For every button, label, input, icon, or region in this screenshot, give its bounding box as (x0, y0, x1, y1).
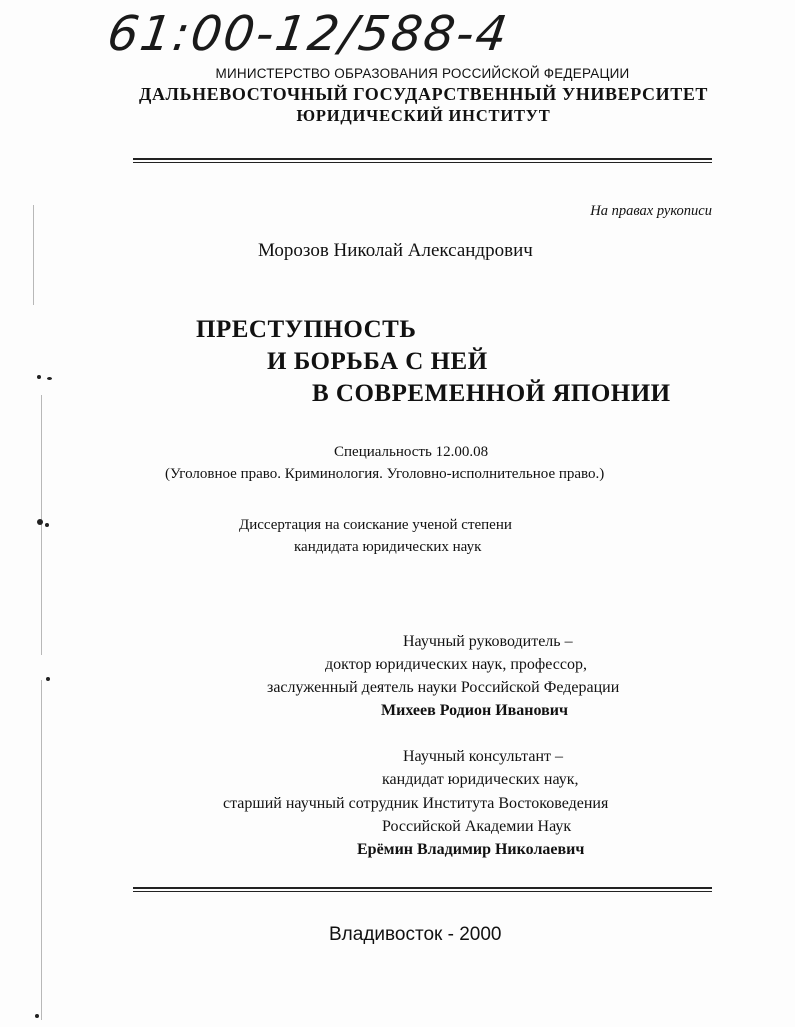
title-line-2: И БОРЬБА С НЕЙ (267, 348, 488, 375)
handwritten-archive-code: 61:00-12/588-4 (104, 6, 513, 62)
supervisor-role: Научный руководитель – (403, 633, 573, 650)
scan-speck (45, 523, 49, 527)
scan-margin-line (41, 395, 42, 655)
dissertation-line-1: Диссертация на соискание ученой степени (239, 517, 512, 533)
scan-margin-line (41, 680, 42, 1020)
specialty-description: (Уголовное право. Криминология. Уголовно-исполнительное право.) (165, 466, 605, 482)
supervisor-honor: заслуженный деятель науки Российской Федерации (267, 679, 620, 696)
consultant-organization: Российской Академии Наук (382, 818, 572, 835)
title-line-1: ПРЕСТУПНОСТЬ (196, 316, 417, 343)
scan-speck (47, 377, 52, 380)
scan-speck (37, 519, 43, 525)
university-heading: ДАЛЬНЕВОСТОЧНЫЙ ГОСУДАРСТВЕННЫЙ УНИВЕРСИТЕТ (138, 84, 709, 104)
dissertation-line-2: кандидата юридических наук (294, 539, 482, 555)
consultant-name: Ерёмин Владимир Николаевич (357, 841, 585, 858)
consultant-position: старший научный сотрудник Института Востоковедения (223, 795, 609, 812)
manuscript-rights-note: На правах рукописи (590, 203, 712, 219)
consultant-degree: кандидат юридических наук, (382, 771, 579, 788)
supervisor-degree: доктор юридических наук, профессор, (325, 656, 587, 673)
header-divider (133, 158, 712, 163)
scan-speck (46, 677, 50, 681)
footer-divider (133, 887, 712, 892)
institute-heading: ЮРИДИЧЕСКИЙ ИНСТИТУТ (296, 106, 551, 125)
title-line-3: В СОВРЕМЕННОЙ ЯПОНИИ (312, 380, 671, 407)
scan-margin-line (33, 205, 34, 305)
ministry-heading: МИНИСТЕРСТВО ОБРАЗОВАНИЯ РОССИЙСКОЙ ФЕДЕРАЦИИ (215, 66, 630, 81)
author-name: Морозов Николай Александрович (258, 240, 533, 261)
scan-speck (37, 375, 41, 379)
scan-speck (35, 1014, 39, 1018)
consultant-role: Научный консультант – (403, 748, 563, 765)
specialty-code: Специальность 12.00.08 (334, 444, 489, 460)
city-year: Владивосток - 2000 (329, 924, 502, 945)
supervisor-name: Михеев Родион Иванович (381, 702, 568, 719)
